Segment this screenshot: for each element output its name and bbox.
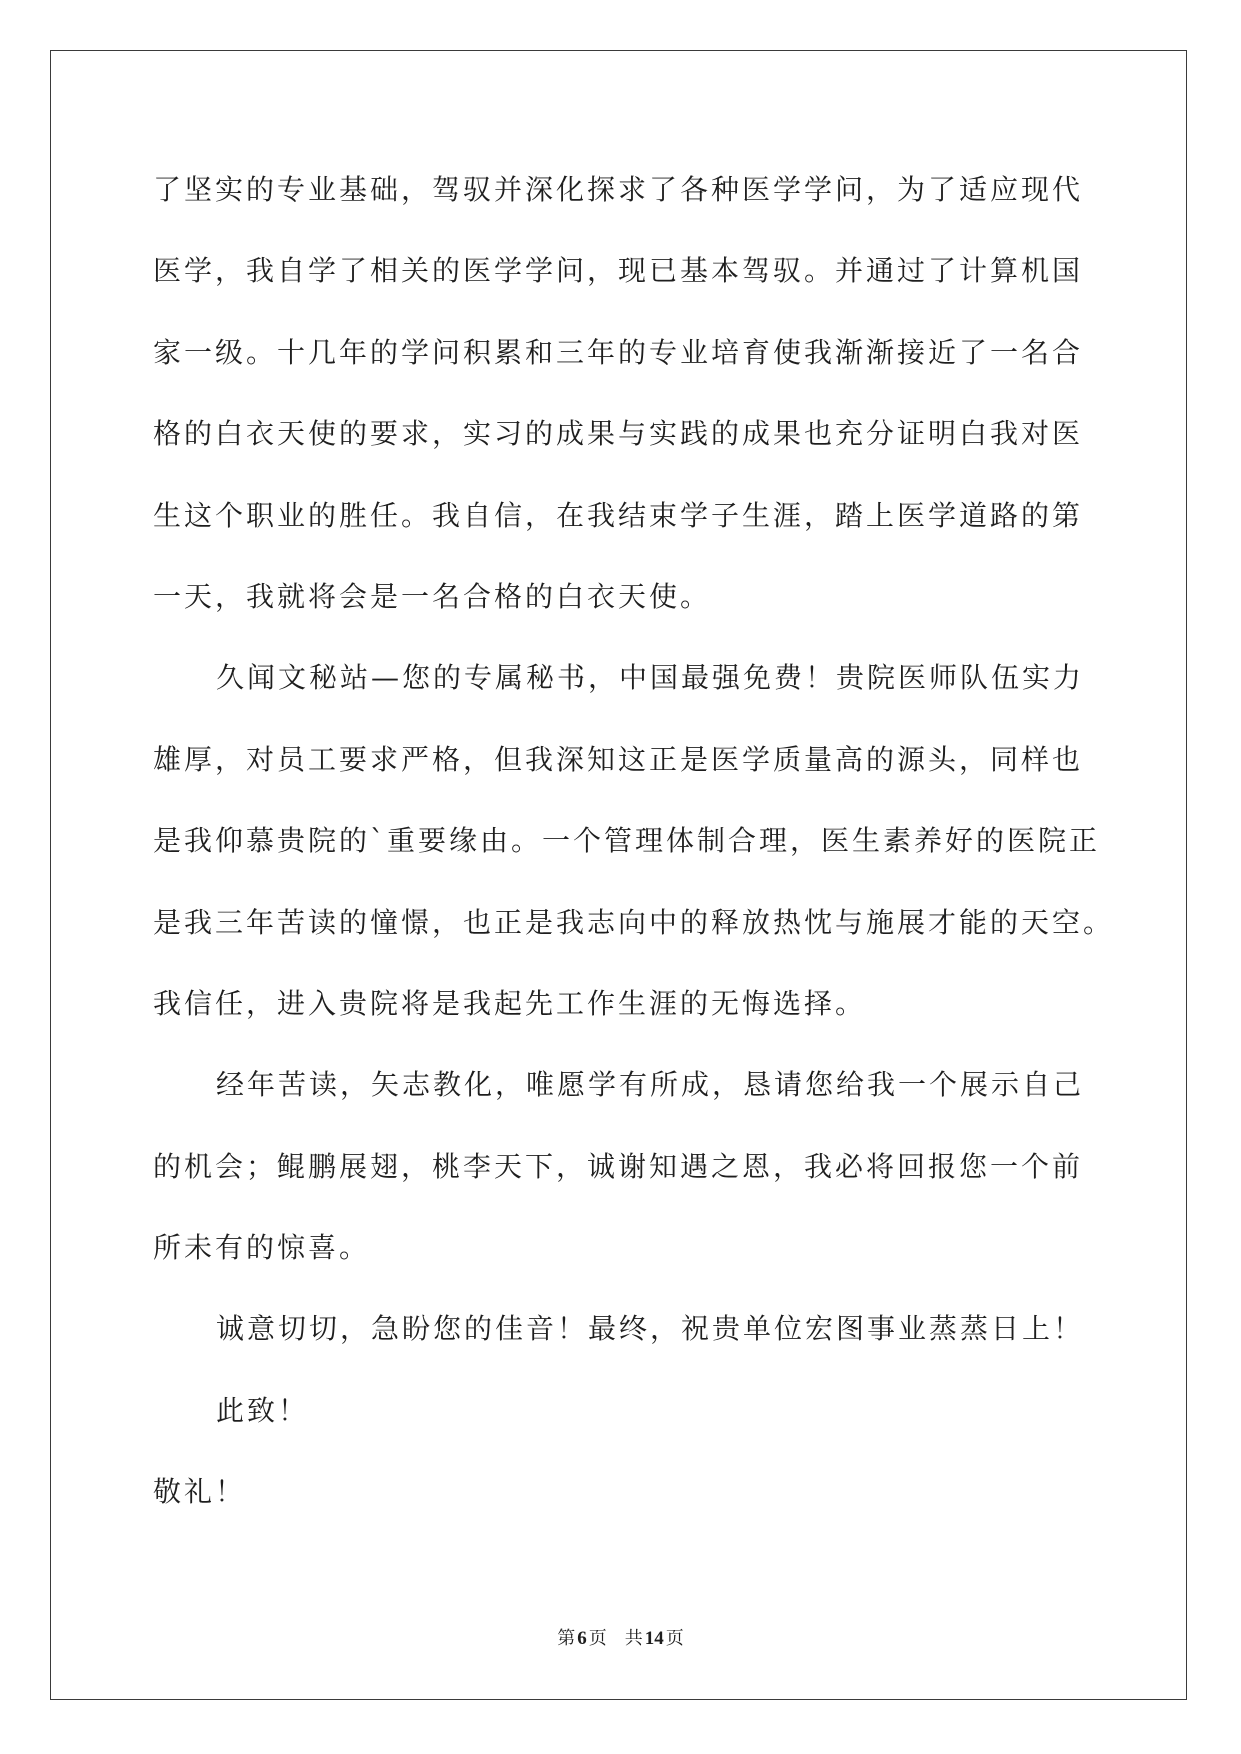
total-prefix: 共	[624, 1628, 643, 1648]
paragraph-first-line: 久闻文秘站—您的专属秘书，中国最强免费！贵院医师队伍实力	[216, 661, 1085, 695]
total-suffix: 页	[665, 1628, 684, 1648]
text-line: 我信任，进入贵院将是我起先工作生涯的无悔选择。	[153, 986, 867, 1020]
text-line: 格的白衣天使的要求，实习的成果与实践的成果也充分证明白我对医	[153, 417, 1084, 451]
page-prefix: 第	[557, 1628, 576, 1648]
text-line: 是我仰慕贵院的`重要缘由。一个管理体制合理，医生素养好的医院正	[153, 824, 1101, 858]
page-suffix: 页	[588, 1628, 607, 1648]
text-line: 的机会；鲲鹏展翅，桃李天下，诚谢知遇之恩，我必将回报您一个前	[153, 1149, 1084, 1183]
salutation-cizhi: 此致！	[216, 1393, 310, 1427]
text-line: 了坚实的专业基础，驾驭并深化探求了各种医学学问，为了适应现代	[153, 173, 1084, 206]
text-line: 生这个职业的胜任。我自信，在我结束学子生涯，踏上医学道路的第	[153, 498, 1084, 532]
text-line: 医学，我自学了相关的医学学问，现已基本驾驭。并通过了计算机国	[153, 254, 1084, 288]
salutation-jingli: 敬礼！	[153, 1475, 247, 1509]
text-line: 所未有的惊喜。	[153, 1231, 371, 1265]
total-pages: 14	[644, 1628, 664, 1649]
text-line: 是我三年苦读的憧憬，也正是我志向中的释放热忱与施展才能的天空。	[153, 905, 1115, 939]
letter-body	[153, 149, 1163, 1533]
paragraph-first-line: 经年苦读，矢志教化，唯愿学有所成，恳请您给我一个展示自己	[216, 1068, 1085, 1102]
page-footer	[0, 1624, 1241, 1652]
page-number: 6	[577, 1628, 587, 1649]
text-line: 一天，我就将会是一名合格的白衣天使。	[153, 579, 712, 613]
closing-wish: 诚意切切，急盼您的佳音！最终，祝贵单位宏图事业蒸蒸日上！	[216, 1312, 1085, 1346]
text-line: 雄厚，对员工要求严格，但我深知这正是医学质量高的源头，同样也	[153, 742, 1084, 776]
text-line: 家一级。十几年的学问积累和三年的专业培育使我渐渐接近了一名合	[153, 335, 1084, 369]
